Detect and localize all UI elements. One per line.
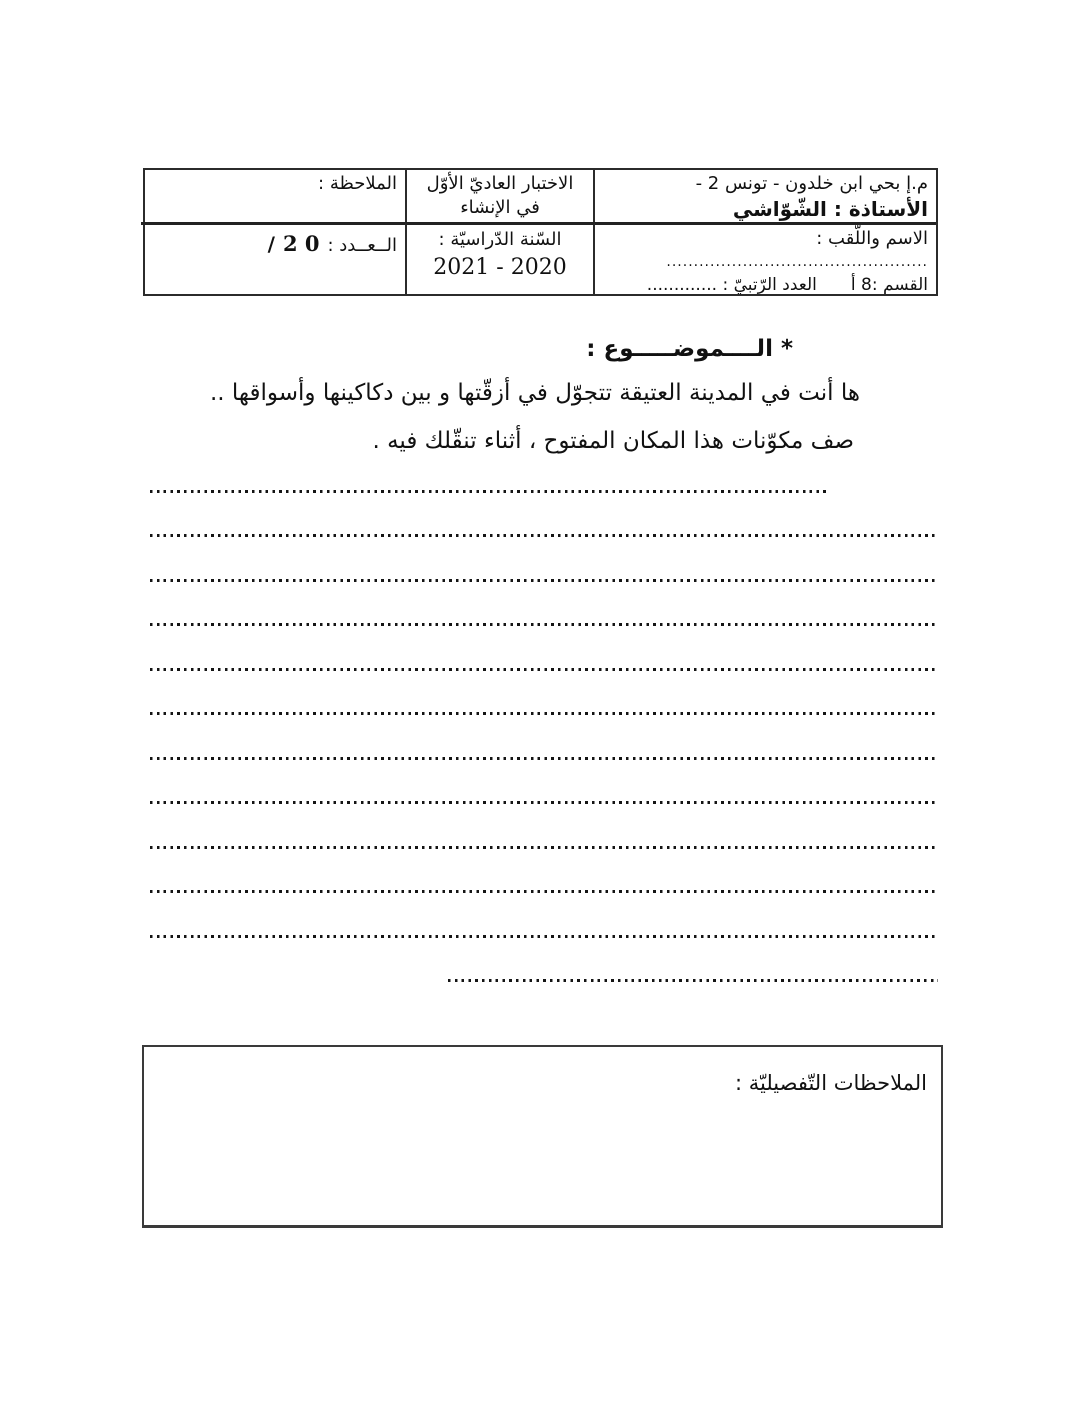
- score-cell: [141, 222, 405, 294]
- notes-box: [142, 1045, 943, 1228]
- subject-title: * الــــموضـــــوع :: [586, 336, 793, 362]
- answer-dotted-line: [150, 668, 938, 671]
- notes-label: الملاحظات التّفصيليّة :: [735, 1071, 927, 1095]
- exam-title-cell: [405, 170, 595, 222]
- score-line: [149, 227, 397, 256]
- rank-label: العدد الرّتبيّ : .............: [646, 275, 817, 294]
- answer-dotted-line: [150, 712, 938, 715]
- exam-title-line1: الاختبار العاديّ الأوّل: [426, 173, 574, 194]
- score-label: الــعــدد :: [327, 235, 397, 256]
- answer-dotted-line: [150, 579, 938, 582]
- school-year-value: 2021 - 2020: [433, 255, 567, 280]
- note-cell: [141, 170, 405, 222]
- student-cell: [595, 222, 936, 294]
- class-value: القسم :8 أ: [850, 275, 928, 294]
- score-value: 2 0: [282, 231, 320, 256]
- answer-dotted-line: [150, 801, 938, 804]
- header-table: [143, 168, 938, 296]
- answer-dotted-line: [150, 623, 938, 626]
- answer-dotted-line: [150, 534, 938, 537]
- school-year-label: السّنة الدّراسيّة :: [438, 229, 562, 250]
- answer-dotted-line: [150, 490, 828, 493]
- answer-dotted-line: [150, 890, 938, 893]
- subject-prompt-line2: صف مكوّنات هذا المكان المفتوح ، أثناء تنقّلك فيه .: [372, 428, 854, 454]
- year-cell: [405, 222, 595, 294]
- answer-dotted-line: [150, 757, 938, 760]
- school-name: م.إ بحي ابن خلدون - تونس 2 -: [695, 173, 928, 194]
- exam-title-line2: في الإنشاء: [460, 197, 540, 218]
- school-cell: [595, 170, 936, 222]
- answer-dotted-line: [150, 935, 938, 938]
- score-slash: /: [267, 232, 275, 256]
- teacher-name: الأستاذة : الشّوّاشي: [732, 197, 928, 221]
- subject-prompt-line1: ها أنت في المدينة العتيقة تتجوّل في أزقّتها و بين دكاكينها وأسواقها ..: [209, 380, 860, 406]
- answer-dotted-line: [448, 979, 938, 982]
- name-dots: ................................................: [666, 254, 928, 270]
- note-label: الملاحظة :: [318, 173, 397, 194]
- answer-dotted-line: [150, 846, 938, 849]
- class-rank-line: [603, 273, 928, 294]
- name-label: الاسم واللّقب :: [816, 228, 928, 249]
